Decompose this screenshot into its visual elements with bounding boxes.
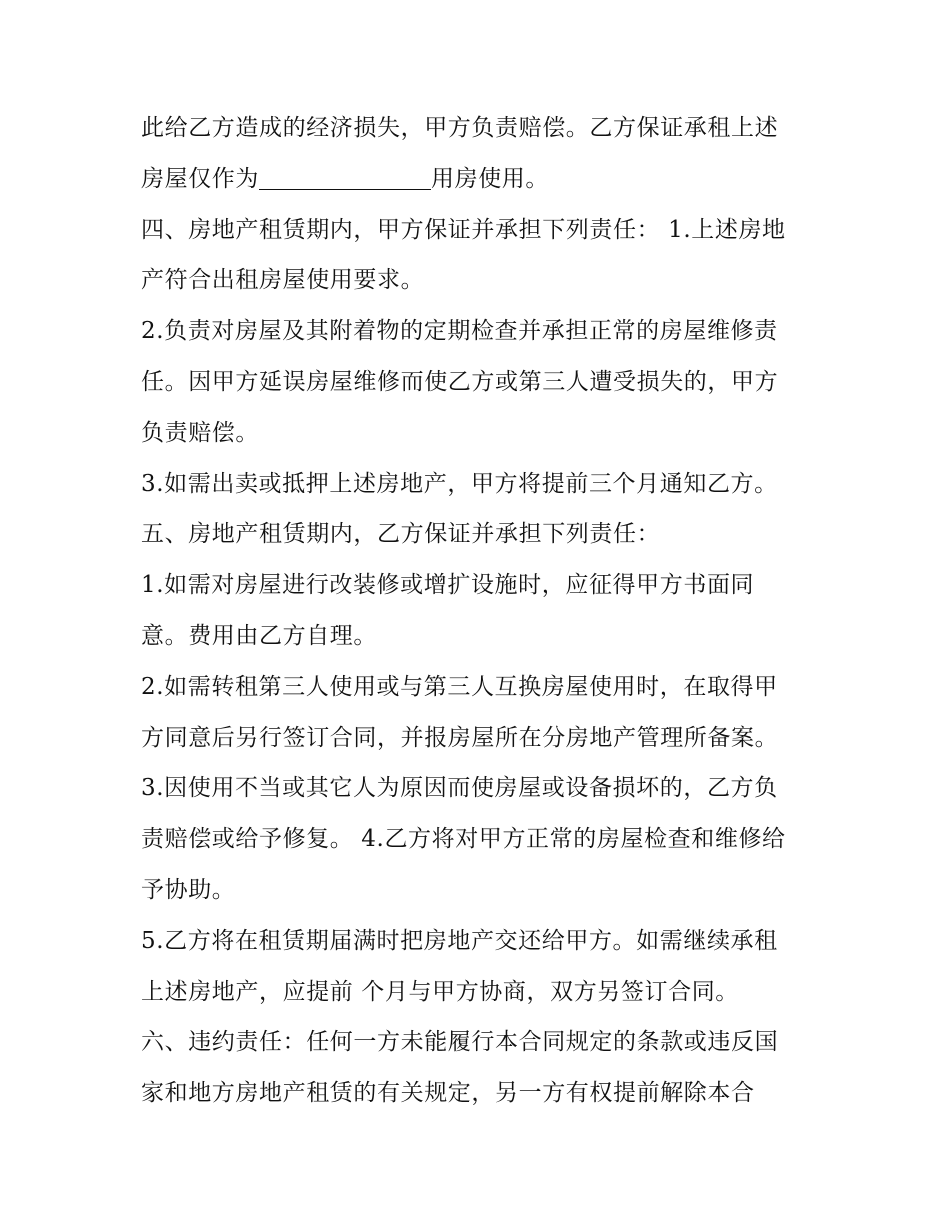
text-line: 负责赔偿。 [141,419,259,446]
text-line: 任。因甲方延误房屋维修而使乙方或第三人遭受损失的，甲方 [141,368,779,395]
text-line: 六、违约责任：任何一方未能履行本合同规定的条款或违反国 [141,1029,779,1056]
text-line: 五、房地产租赁期内，乙方保证并承担下列责任： [141,521,661,548]
text-line: 产符合出租房屋使用要求。 [141,267,425,294]
text-line: 责赔偿或给予修复。 4.乙方将对甲方正常的房屋检查和维修给 [141,826,786,853]
fill-in-blank [259,188,431,190]
text-line: 此给乙方造成的经济损失，甲方负责赔偿。乙方保证承租上述 [141,115,779,141]
text-line: 意。费用由乙方自理。 [141,622,377,649]
text-line: 家和地方房地产租赁的有关规定，另一方有权提前解除本合 [141,1080,755,1107]
text-line: 3.因使用不当或其它人为原因而使房屋或设备损坏的，乙方负 [141,775,778,802]
document-body [141,103,821,1119]
text-segment: 房屋仅作为 [141,165,259,192]
text-line: 2.如需转租第三人使用或与第三人互换房屋使用时，在取得甲 [141,673,778,700]
text-line: 3.如需出卖或抵押上述房地产，甲方将提前三个月通知乙方。 [141,470,778,497]
text-line: 2.负责对房屋及其附着物的定期检查并承担正常的房屋维修责 [141,318,778,345]
text-segment: 用房使用。 [431,165,549,192]
text-line: 1.如需对房屋进行改装修或增扩设施时，应征得甲方书面同 [141,572,755,599]
text-line: 四、房地产租赁期内，甲方保证并承担下列责任： 1.上述房地 [141,216,786,243]
text-line: 上述房地产，应提前 个月与甲方协商，双方另签订合同。 [141,978,739,1005]
text-line: 予协助。 [141,876,236,903]
text-line: 方同意后另行签订合同，并报房屋所在分房地产管理所备案。 [141,724,779,751]
text-line: 5.乙方将在租赁期届满时把房地产交还给甲方。如需继续承租 [141,927,778,954]
text-line-with-blank [141,154,821,205]
